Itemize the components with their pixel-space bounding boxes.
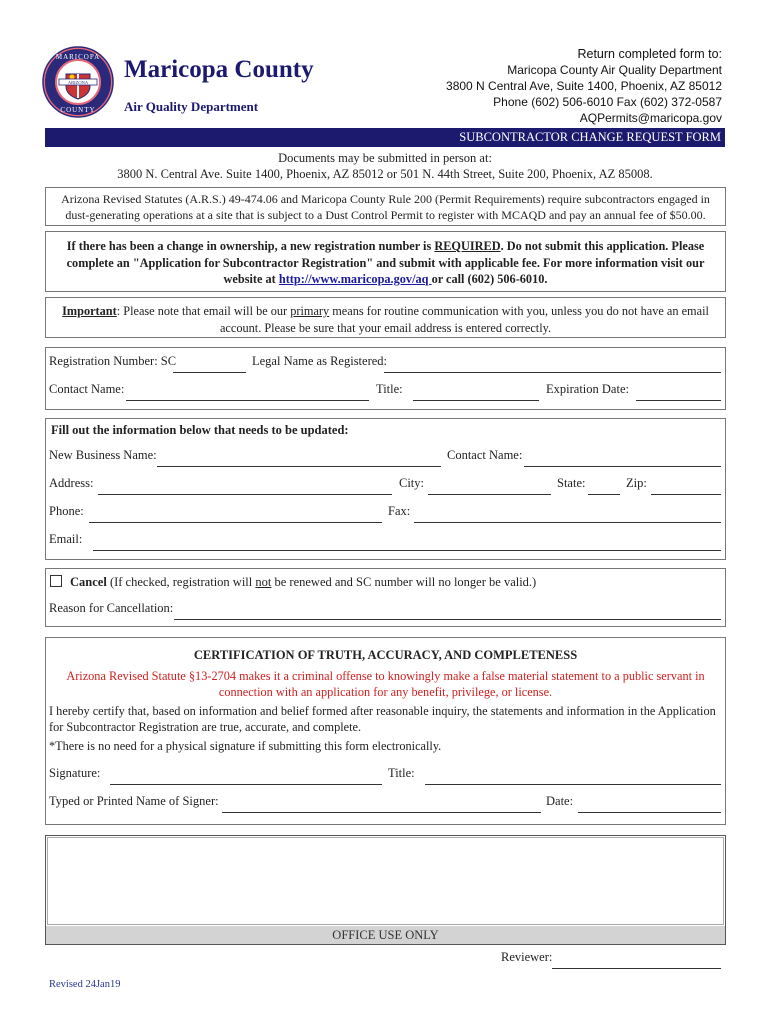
- expiration-date-line: [636, 400, 721, 401]
- important-text-a: : Please note that email will be our: [116, 304, 291, 318]
- update-contact-name-input[interactable]: [524, 449, 720, 465]
- ownership-line-1: [46, 238, 725, 255]
- signer-title-label: Title:: [388, 766, 415, 780]
- certification-body-line-2: for Subcontractor Registration are true, accurate, and complete.: [49, 720, 362, 734]
- reviewer-label: Reviewer:: [501, 950, 553, 964]
- cancel-note-a: (If checked, registration will: [106, 575, 256, 589]
- phone-suffix: or call (602) 506-6010.: [431, 272, 548, 286]
- contact-name-line: [126, 400, 369, 401]
- state-input[interactable]: [588, 477, 619, 493]
- statute-warning-line-2: connection with an application for any benefit, privilege, or license.: [218, 685, 553, 699]
- ownership-notice-box: [45, 231, 726, 292]
- return-line-3: 3800 N Central Ave, Suite 1400, Phoenix, AZ 85012: [446, 79, 722, 93]
- return-email: AQPermits@maricopa.gov: [579, 111, 722, 125]
- state-line: [588, 494, 620, 495]
- reviewer-line: [552, 968, 721, 969]
- city-line: [428, 494, 551, 495]
- county-seal: [42, 46, 114, 118]
- zip-label: Zip:: [626, 476, 647, 490]
- statute-warning: [45, 668, 726, 700]
- date-line: [578, 812, 721, 813]
- ownership-line-3: [46, 271, 725, 288]
- certification-heading: CERTIFICATION OF TRUTH, ACCURACY, AND COMPLETENESS: [193, 648, 578, 662]
- reason-line: [174, 619, 721, 620]
- date-label: Date:: [546, 794, 574, 808]
- city-input[interactable]: [428, 477, 550, 493]
- signer-title-input[interactable]: [425, 767, 720, 783]
- ownership-line-2: complete an "Application for Subcontractor Registration" and submit with applicable fee. For more information visit our: [66, 255, 705, 270]
- phone-label: Phone:: [49, 504, 84, 518]
- state-label: State:: [557, 476, 586, 490]
- reason-input[interactable]: [174, 602, 720, 618]
- title-input[interactable]: [413, 383, 538, 399]
- expiration-date-label: Expiration Date:: [546, 382, 629, 396]
- important-text-b: means for routine communication with you, unless you do not have an email: [329, 304, 709, 318]
- printed-name-input[interactable]: [222, 795, 540, 811]
- form-title: SUBCONTRACTOR CHANGE REQUEST FORM: [459, 130, 721, 144]
- signature-label: Signature:: [49, 766, 101, 780]
- address-label: Address:: [49, 476, 94, 490]
- signature-line: [110, 784, 382, 785]
- new-business-line: [157, 466, 441, 467]
- cancel-label: Cancel: [70, 575, 107, 589]
- ownership-text-a: If there has been a change in ownership, a new registration number is: [66, 239, 435, 253]
- printed-name-line: [222, 812, 541, 813]
- reviewer-input[interactable]: [552, 951, 720, 967]
- phone-input[interactable]: [89, 505, 381, 521]
- contact-name-label: Contact Name:: [49, 382, 125, 396]
- ownership-text-b: . Do not submit this application. Please: [500, 239, 705, 253]
- cancel-checkbox[interactable]: [50, 575, 62, 587]
- reason-label: Reason for Cancellation:: [49, 601, 174, 615]
- update-contact-name-label: Contact Name:: [447, 448, 523, 462]
- address-line: [98, 494, 392, 495]
- city-label: City:: [399, 476, 425, 490]
- submit-info: [45, 150, 725, 182]
- office-use-inner-box: [47, 837, 724, 925]
- address-input[interactable]: [98, 477, 391, 493]
- new-business-label: New Business Name:: [49, 448, 157, 462]
- title-line: [413, 400, 539, 401]
- update-contact-name-line: [524, 466, 721, 467]
- form-title-banner: [45, 128, 725, 147]
- revised-date: Revised 24Jan19: [49, 979, 121, 990]
- submit-info-line-1: Documents may be submitted in person at:: [278, 151, 492, 165]
- contact-name-input[interactable]: [126, 383, 368, 399]
- email-input[interactable]: [93, 533, 720, 549]
- return-line-2: Maricopa County Air Quality Department: [507, 63, 722, 77]
- return-line-4: Phone (602) 506-6010 Fax (602) 372-0587: [493, 95, 722, 109]
- return-line-1: Return completed form to:: [577, 47, 722, 61]
- legal-name-label: Legal Name as Registered:: [252, 354, 388, 368]
- updates-heading: Fill out the information below that needs to be updated:: [51, 423, 349, 437]
- cancel-not-emphasis: not: [255, 575, 272, 589]
- fax-line: [414, 522, 721, 523]
- org-name: Maricopa County: [124, 56, 314, 83]
- dept-name: Air Quality Department: [124, 99, 259, 114]
- certification-body: [49, 703, 716, 754]
- important-label: Important: [62, 304, 117, 318]
- email-label: Email:: [49, 532, 83, 546]
- important-line-2: account. Please be sure that your email address is entered correctly.: [219, 321, 552, 335]
- title-label: Title:: [376, 382, 403, 396]
- statute-warning-line-1: Arizona Revised Statute §13-2704 makes it a criminal offense to knowingly make a false material statement to a public servant in: [66, 669, 705, 683]
- website-prefix: website at: [223, 272, 279, 286]
- legal-name-line: [384, 372, 721, 373]
- important-line-1: [46, 303, 725, 320]
- legal-name-input[interactable]: [384, 355, 720, 371]
- zip-input[interactable]: [651, 477, 720, 493]
- reg-number-label: Registration Number: SC: [49, 354, 177, 368]
- expiration-date-input[interactable]: [636, 383, 720, 399]
- email-line: [93, 550, 721, 551]
- return-address-block: [446, 46, 722, 126]
- phone-line: [89, 522, 382, 523]
- electronic-signature-note: *There is no need for a physical signature if submitting this form electronically.: [49, 739, 442, 753]
- primary-emphasis: primary: [290, 304, 330, 318]
- important-box: [45, 297, 726, 338]
- printed-name-label: Typed or Printed Name of Signer:: [49, 794, 219, 808]
- seal-top-text: MARICOPA: [55, 53, 101, 61]
- required-emphasis: REQUIRED: [434, 239, 501, 253]
- zip-line: [651, 494, 721, 495]
- reg-number-line: [173, 372, 246, 373]
- signer-title-line: [425, 784, 721, 785]
- office-use-bar: [46, 926, 725, 944]
- fax-label: Fax:: [388, 504, 411, 518]
- submit-info-line-2: 3800 N. Central Ave. Suite 1400, Phoenix, AZ 85012 or 501 N. 44th Street, Suite 200, Phoenix, AZ 85008.: [117, 167, 653, 181]
- office-use-label: OFFICE USE ONLY: [332, 928, 439, 942]
- statute-line-1: Arizona Revised Statutes (A.R.S.) 49-474.06 and Maricopa County Rule 200 (Permit Requirements) require subcontractors engaged in: [61, 192, 710, 206]
- seal-ribbon-text: ARIZONA: [67, 80, 89, 85]
- signature-input[interactable]: [110, 767, 381, 783]
- cancel-note-b: be renewed and SC number will no longer be valid.): [271, 575, 537, 589]
- fax-input[interactable]: [414, 505, 720, 521]
- certification-body-line-1: I hereby certify that, based on information and belief formed after reasonable inquiry, the statements and information in the Application: [49, 704, 716, 718]
- statute-box: [45, 187, 726, 226]
- reg-number-input[interactable]: [173, 355, 245, 371]
- new-business-input[interactable]: [157, 449, 440, 465]
- aq-website-link[interactable]: http://www.maricopa.gov/aq: [278, 272, 432, 286]
- seal-bottom-text: COUNTY: [60, 106, 96, 114]
- statute-line-2: dust-generating operations at a site that is subject to a Dust Control Permit to register with MCAQD and pay an annual fee of $50.00.: [65, 207, 706, 222]
- cancel-text: [70, 575, 536, 590]
- date-input[interactable]: [578, 795, 720, 811]
